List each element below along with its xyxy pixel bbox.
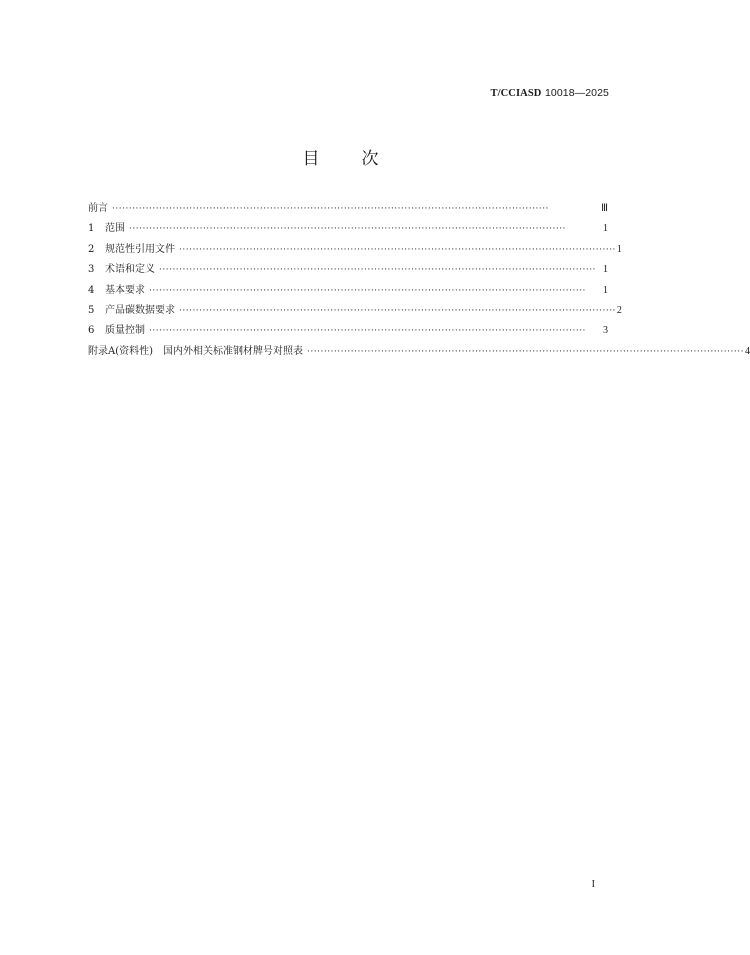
standard-code: [491, 87, 610, 99]
toc-leader-dots: ··································································································································: [149, 285, 586, 296]
toc-number: 6: [88, 325, 95, 337]
toc-number: 1: [88, 223, 95, 235]
toc-label: 规范性引用文件: [105, 243, 175, 255]
toc-entry-basic-requirements[interactable]: [88, 281, 608, 301]
toc-page-number: 1: [603, 264, 608, 276]
toc-entry-foreword[interactable]: [88, 199, 608, 219]
toc-page-number: 2: [616, 304, 622, 316]
toc-label: 基本要求: [105, 284, 145, 296]
table-of-contents: [88, 199, 750, 362]
toc-number: 3: [88, 264, 95, 276]
standard-org: T/CCIASD: [490, 88, 542, 99]
toc-page-number: 1: [603, 223, 608, 235]
toc-leader-dots: ··································································································································: [159, 265, 596, 276]
toc-label: 前言: [88, 203, 108, 214]
toc-page-number: Ⅲ: [601, 203, 608, 214]
toc-number: 5: [88, 304, 95, 316]
toc-leader-dots: ··································································································································: [112, 204, 549, 214]
toc-page-number: 3: [603, 325, 608, 337]
toc-entry-appendix-a[interactable]: [88, 342, 750, 362]
toc-label: 范围: [105, 223, 125, 235]
toc-page-number: 1: [603, 284, 608, 296]
page-number: I: [591, 879, 595, 890]
toc-entry-quality-control[interactable]: [88, 321, 608, 341]
standard-number: 10018—2025: [544, 87, 609, 99]
toc-number: 4: [88, 284, 95, 296]
toc-leader-dots: ··································································································································: [129, 224, 566, 235]
toc-label: 附录A(资料性) 国内外相关标准钢材牌号对照表: [88, 345, 304, 357]
toc-number: 2: [88, 243, 95, 255]
toc-entry-carbon-data-requirements[interactable]: [88, 301, 622, 321]
toc-label: 质量控制: [105, 325, 145, 337]
toc-entry-normative-references[interactable]: [88, 240, 622, 260]
toc-page-number: 4: [744, 345, 750, 357]
toc-leader-dots: ··································································································································: [179, 305, 616, 316]
toc-entry-scope[interactable]: [88, 219, 608, 239]
toc-label: 产品碳数据要求: [105, 304, 175, 316]
toc-entry-terms-definitions[interactable]: [88, 260, 608, 280]
toc-leader-dots: ··································································································································: [179, 244, 616, 255]
page-title: 目次: [302, 149, 421, 169]
toc-label: 术语和定义: [105, 264, 155, 276]
toc-page-number: 1: [616, 243, 622, 255]
toc-leader-dots: ··································································································································: [307, 346, 744, 357]
toc-leader-dots: ··································································································································: [149, 326, 586, 337]
